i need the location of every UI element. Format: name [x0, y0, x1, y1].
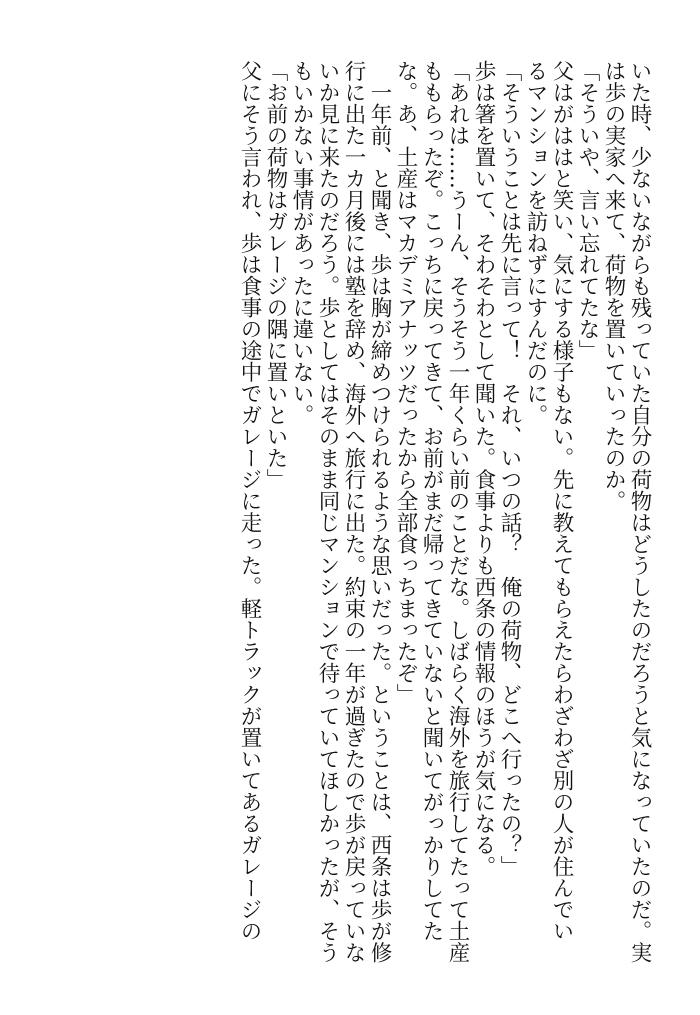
text-line: いた時、少ないながらも残っていた自分の荷物はどうしたのだろうと気になっていたのだ。実: [627, 60, 652, 963]
text-line: な。あ、土産はマカデミアナッツだったから全部食っちまったぞ」: [393, 60, 418, 705]
vertical-text-body: [236, 60, 652, 963]
text-line: もいかない事情があったに違いない。: [289, 60, 314, 426]
text-line: 父にそう言われ、歩は食事の途中でガレージに走った。軽トラックが置いてあるガレージの: [237, 60, 262, 942]
text-line: るマンションを訪ねずにすんだのに。: [523, 60, 548, 426]
dialogue-line: 「そういうことは先に言って！ それ、いつの話？ 俺の荷物、どこへ行ったの？」: [497, 60, 522, 877]
dialogue-line: 「お前の荷物はガレージの隅に置いといた」: [263, 60, 288, 490]
text-line: は歩の実家へ来て、荷物を置いていったのか。: [601, 60, 626, 512]
text-line: 行に出た一カ月後には塾を辞め、海外へ旅行に出た。約束の一年が過ぎたので歩が戻っていな: [341, 60, 366, 963]
text-line: 父はがははと笑い、気にする様子もない。先に教えてもらえたらわざわざ別の人が住んでい: [549, 60, 574, 942]
text-line: 一年前、と聞き、歩は胸が締めつけられるような思いだった。ということは、西条は歩が修: [367, 60, 392, 963]
dialogue-line: 「そういや、言い忘れてたな」: [575, 60, 600, 361]
text-line: 歩は箸を置いて、そわそわとして聞いた。食事よりも西条の情報のほうが気になる。: [471, 60, 496, 877]
text-line: ももらったぞ。こっちに戻ってきて、お前がまだ帰ってきていないと聞いてがっかりしてた: [419, 60, 444, 942]
text-line: いか見に来たのだろう。歩としてはそのまま同じマンションで待っていてほしかったが、そう: [315, 60, 340, 963]
dialogue-line: 「あれは……うーん、そうそう一年くらい前のことだな。しばらく海外を旅行してたって土産: [445, 60, 470, 963]
